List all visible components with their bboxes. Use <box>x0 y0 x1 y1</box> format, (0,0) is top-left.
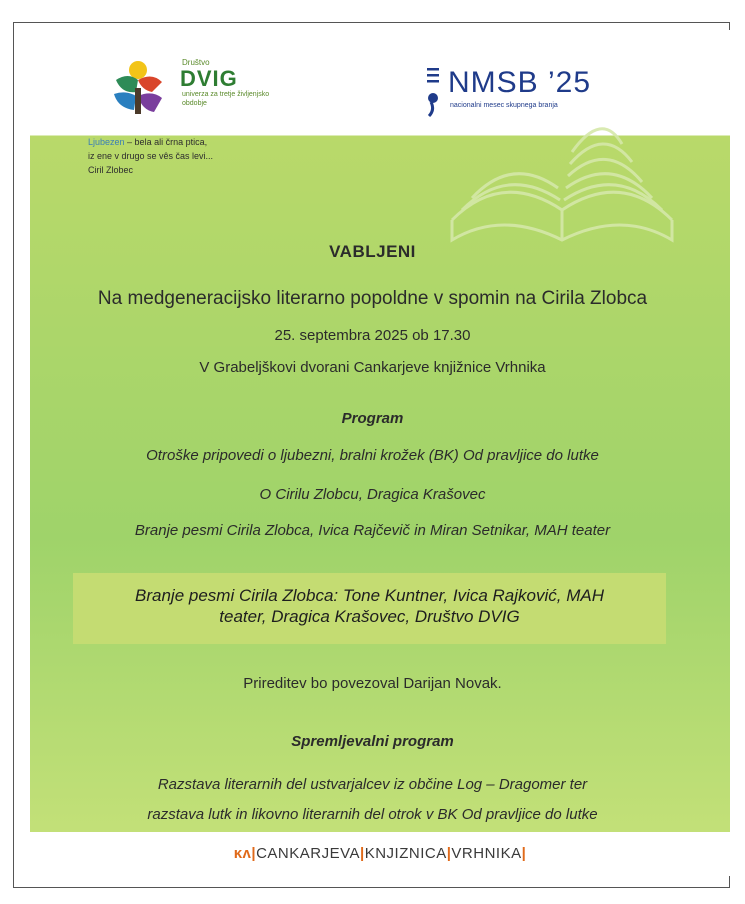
poem-quote <box>88 135 213 177</box>
program-item: Otroške pripovedi o ljubezni, bralni krožek (BK) Od pravljice do lutke <box>146 447 599 464</box>
side-program-line: razstava lutk in likovno literarnih del otrok v BK Od pravljice do lutke <box>147 806 598 823</box>
overlay-caption <box>73 573 666 644</box>
event-headline: Na medgeneracijsko literarno popoldne v spomin na Cirila Zlobca <box>97 288 648 309</box>
footer-part-2: KNJIZNICA <box>364 845 447 862</box>
program-item: Branje pesmi Cirila Zlobca, Ivica Rajčevič in Miran Setnikar, MAH teater <box>134 522 611 539</box>
quote-highlight: Ljubezen <box>88 137 125 147</box>
nmsb-subtitle: nacionalni mesec skupnega branja <box>450 102 558 109</box>
quote-line-2: iz ene v drugo se vês čas levi... <box>88 151 214 161</box>
library-brand-mark: ĸʌ <box>233 845 252 862</box>
program-heading: Program <box>341 410 404 427</box>
open-book-illustration <box>432 100 692 260</box>
quote-line-1-rest: – bela ali črna ptica, <box>124 137 208 147</box>
nmsb-title: NMSB ’25 <box>448 66 592 99</box>
dvig-subtitle: univerza za tretje življenjsko obdobje <box>182 91 270 107</box>
library-footer-logo: ĸʌ|CANKARJEVA|KNJIZNICA|VRHNIKA| <box>30 832 730 876</box>
dvig-logo <box>108 58 168 118</box>
side-program-line: Razstava literarnih del ustvarjalcev iz občine Log – Dragomer ter <box>157 776 588 793</box>
event-host: Prireditev bo povezoval Darijan Novak. <box>243 675 502 692</box>
overlay-line-2: teater, Dragica Krašovec, Društvo DVIG <box>219 607 520 626</box>
program-item: O Cirilu Zlobcu, Dragica Krašovec <box>259 486 486 503</box>
quote-author: Ciril Zlobec <box>88 165 134 175</box>
invitation-heading: VABLJENI <box>329 242 416 261</box>
footer-part-3: VRHNIKA <box>451 845 522 862</box>
event-date: 25. septembra 2025 ob 17.30 <box>274 327 471 344</box>
footer-part-1: CANKARJEVA <box>256 845 360 862</box>
dvig-small-label: Društvo <box>182 58 210 67</box>
dvig-title: DVIG <box>180 66 238 91</box>
overlay-line-1: Branje pesmi Cirila Zlobca: Tone Kuntner, Ivica Rajković, MAH <box>135 586 604 605</box>
side-program-heading: Spremljevalni program <box>291 733 454 750</box>
quote-line-1 <box>88 135 213 149</box>
event-venue: V Grabeljškovi dvorani Cankarjeve knjižnice Vrhnika <box>199 359 546 376</box>
